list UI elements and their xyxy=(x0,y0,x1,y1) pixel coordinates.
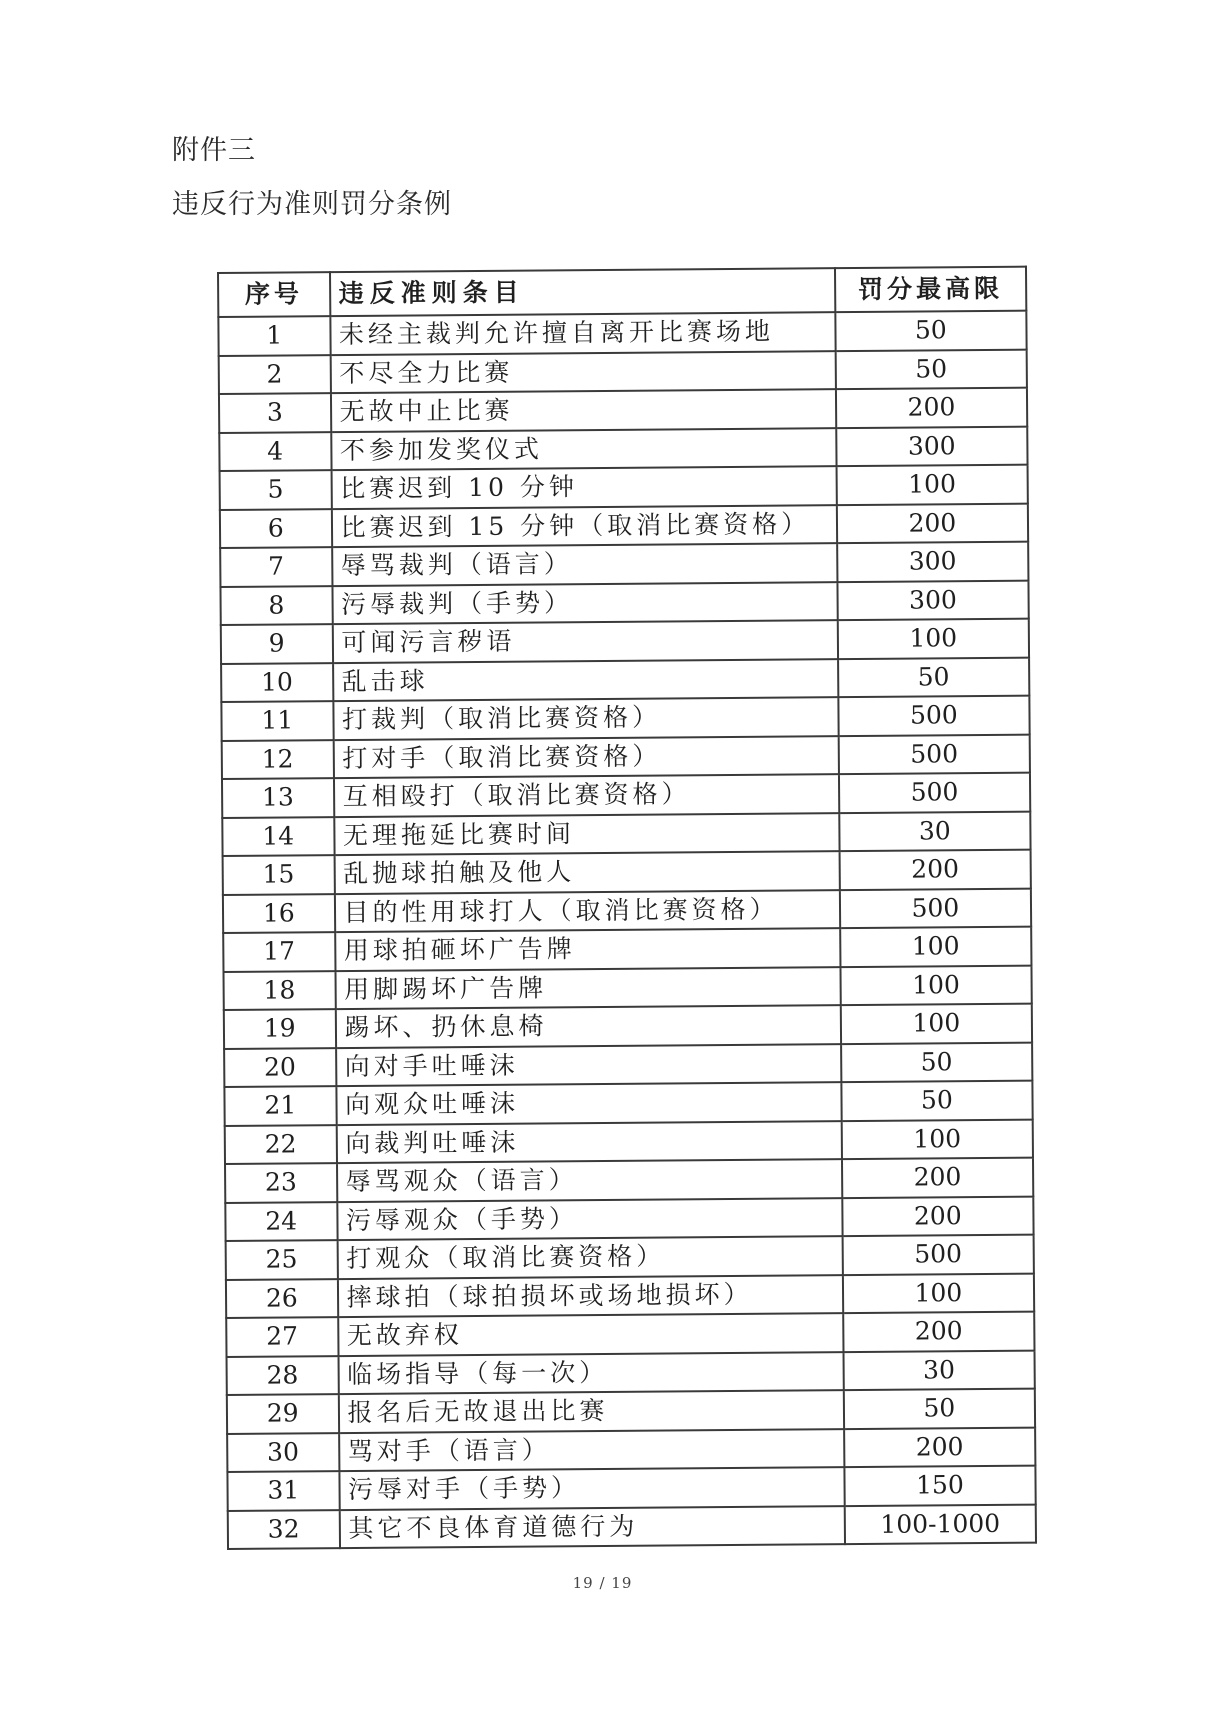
row-max-penalty: 30 xyxy=(839,811,1031,851)
row-item: 无故弃权 xyxy=(338,1313,844,1355)
row-item: 摔球拍（球拍损坏或场地损坏） xyxy=(337,1275,843,1317)
row-item: 打观众（取消比赛资格） xyxy=(337,1236,843,1278)
table-row xyxy=(225,1158,1033,1203)
column-header-max: 罚分最高限 xyxy=(835,267,1027,313)
row-number: 13 xyxy=(222,778,334,817)
row-max-penalty: 100 xyxy=(841,1119,1033,1159)
table-row xyxy=(220,542,1028,587)
row-number: 14 xyxy=(222,817,334,856)
table-row xyxy=(221,657,1029,702)
row-item: 污辱观众（手势） xyxy=(337,1198,843,1240)
row-item: 向对手吐唾沫 xyxy=(336,1044,842,1086)
row-max-penalty: 200 xyxy=(844,1427,1036,1467)
row-max-penalty: 500 xyxy=(838,734,1030,774)
row-number: 19 xyxy=(224,1009,336,1048)
row-max-penalty: 50 xyxy=(835,311,1027,351)
row-item: 不参加发奖仪式 xyxy=(331,428,837,470)
row-number: 5 xyxy=(220,470,332,509)
row-number: 20 xyxy=(224,1048,336,1087)
row-number: 12 xyxy=(222,740,334,779)
row-item: 比赛迟到 15 分钟（取消比赛资格） xyxy=(331,505,837,547)
table-body xyxy=(218,311,1036,1549)
table-row xyxy=(219,388,1027,433)
row-number: 23 xyxy=(225,1163,337,1202)
row-item: 可闻污言秽语 xyxy=(332,620,838,662)
row-item: 乱击球 xyxy=(333,659,839,701)
row-item: 踢坏、扔休息椅 xyxy=(335,1005,841,1047)
row-number: 27 xyxy=(226,1317,338,1356)
row-number: 4 xyxy=(219,432,331,471)
page-number: 19 / 19 xyxy=(572,1574,633,1592)
row-item: 其它不良体育道德行为 xyxy=(339,1506,845,1548)
table-row xyxy=(223,965,1031,1010)
row-max-penalty: 100 xyxy=(840,927,1032,967)
table-row xyxy=(224,1004,1032,1049)
table-row xyxy=(227,1427,1035,1472)
row-max-penalty: 100 xyxy=(841,1004,1033,1044)
row-number: 17 xyxy=(223,932,335,971)
row-max-penalty: 300 xyxy=(836,426,1028,466)
row-number: 28 xyxy=(227,1356,339,1395)
row-item: 打裁判（取消比赛资格） xyxy=(333,697,839,739)
table-row xyxy=(220,503,1028,548)
table-row xyxy=(224,1042,1032,1087)
row-number: 21 xyxy=(224,1086,336,1125)
row-max-penalty: 50 xyxy=(838,657,1030,697)
row-item: 临场指导（每一次） xyxy=(338,1352,844,1394)
table-header xyxy=(218,267,1026,317)
row-max-penalty: 50 xyxy=(844,1389,1036,1429)
row-item: 未经主裁判允许擅自离开比赛场地 xyxy=(330,312,836,354)
table-row xyxy=(226,1235,1034,1280)
row-item: 比赛迟到 10 分钟 xyxy=(331,466,837,508)
table-row xyxy=(227,1350,1035,1395)
row-max-penalty: 200 xyxy=(842,1158,1034,1198)
header-row xyxy=(218,267,1026,317)
row-max-penalty: 500 xyxy=(839,773,1031,813)
table-row xyxy=(228,1504,1036,1549)
row-number: 1 xyxy=(218,316,330,355)
document-title: 违反行为准则罚分条例 xyxy=(172,189,452,220)
row-item: 不尽全力比赛 xyxy=(330,351,836,393)
row-number: 18 xyxy=(223,971,335,1010)
table-row xyxy=(219,426,1027,471)
row-number: 25 xyxy=(226,1240,338,1279)
row-max-penalty: 100 xyxy=(840,965,1032,1005)
column-header-no: 序号 xyxy=(218,272,330,317)
table-row xyxy=(226,1273,1034,1318)
table-row xyxy=(218,311,1026,356)
row-max-penalty: 150 xyxy=(844,1466,1036,1506)
row-number: 3 xyxy=(219,393,331,432)
row-item: 用脚踢坏广告牌 xyxy=(335,967,841,1009)
table-row xyxy=(220,465,1028,510)
row-max-penalty: 200 xyxy=(842,1196,1034,1236)
table-row xyxy=(226,1312,1034,1357)
row-number: 22 xyxy=(225,1125,337,1164)
row-number: 7 xyxy=(220,547,332,586)
table-row xyxy=(221,696,1029,741)
row-number: 32 xyxy=(228,1510,340,1549)
row-number: 29 xyxy=(227,1394,339,1433)
row-max-penalty: 200 xyxy=(836,388,1028,428)
table-row xyxy=(222,811,1030,856)
row-max-penalty: 30 xyxy=(843,1350,1035,1390)
row-number: 11 xyxy=(221,701,333,740)
table-row xyxy=(220,580,1028,625)
table-row xyxy=(225,1119,1033,1164)
row-item: 打对手（取消比赛资格） xyxy=(333,736,839,778)
table-row xyxy=(223,850,1031,895)
row-item: 报名后无故退出比赛 xyxy=(338,1390,844,1432)
row-item: 辱骂观众（语言） xyxy=(337,1159,843,1201)
row-item: 用球拍砸坏广告牌 xyxy=(335,928,841,970)
row-max-penalty: 50 xyxy=(841,1042,1033,1082)
row-max-penalty: 300 xyxy=(837,580,1029,620)
table-row xyxy=(225,1196,1033,1241)
table-row xyxy=(222,773,1030,818)
row-item: 污辱裁判（手势） xyxy=(332,582,838,624)
row-max-penalty: 100-1000 xyxy=(844,1504,1036,1544)
row-max-penalty: 50 xyxy=(835,349,1027,389)
row-item: 无故中止比赛 xyxy=(330,389,836,431)
row-max-penalty: 500 xyxy=(838,696,1030,736)
row-number: 2 xyxy=(219,355,331,394)
row-number: 9 xyxy=(221,624,333,663)
row-item: 乱抛球拍触及他人 xyxy=(334,851,840,893)
table-row xyxy=(221,619,1029,664)
penalty-rules-table xyxy=(217,266,1037,1550)
row-number: 31 xyxy=(227,1471,339,1510)
row-max-penalty: 100 xyxy=(838,619,1030,659)
row-item: 骂对手（语言） xyxy=(339,1429,845,1471)
annex-label: 附件三 xyxy=(172,135,256,166)
row-number: 8 xyxy=(220,586,332,625)
row-number: 16 xyxy=(223,894,335,933)
column-header-item: 违反准则条目 xyxy=(330,268,836,316)
table-row xyxy=(222,734,1030,779)
row-max-penalty: 500 xyxy=(842,1235,1034,1275)
row-number: 15 xyxy=(223,855,335,894)
row-item: 互相殴打（取消比赛资格） xyxy=(333,774,839,816)
table-row xyxy=(223,927,1031,972)
row-number: 10 xyxy=(221,663,333,702)
table-row xyxy=(227,1466,1035,1511)
row-max-penalty: 100 xyxy=(836,465,1028,505)
table-row xyxy=(224,1081,1032,1126)
table-row xyxy=(223,888,1031,933)
row-number: 24 xyxy=(225,1202,337,1241)
row-item: 无理拖延比赛时间 xyxy=(334,813,840,855)
row-item: 污辱对手（手势） xyxy=(339,1467,845,1509)
row-max-penalty: 300 xyxy=(837,542,1029,582)
row-max-penalty: 100 xyxy=(843,1273,1035,1313)
row-max-penalty: 200 xyxy=(839,850,1031,890)
row-number: 6 xyxy=(220,509,332,548)
row-item: 辱骂裁判（语言） xyxy=(332,543,838,585)
row-max-penalty: 200 xyxy=(843,1312,1035,1352)
row-max-penalty: 500 xyxy=(840,888,1032,928)
row-item: 向观众吐唾沫 xyxy=(336,1082,842,1124)
row-item: 目的性用球打人（取消比赛资格） xyxy=(334,890,840,932)
row-max-penalty: 200 xyxy=(837,503,1029,543)
row-number: 26 xyxy=(226,1279,338,1318)
row-item: 向裁判吐唾沫 xyxy=(336,1121,842,1163)
table-row xyxy=(227,1389,1035,1434)
table-row xyxy=(219,349,1027,394)
row-max-penalty: 50 xyxy=(841,1081,1033,1121)
row-number: 30 xyxy=(227,1433,339,1472)
